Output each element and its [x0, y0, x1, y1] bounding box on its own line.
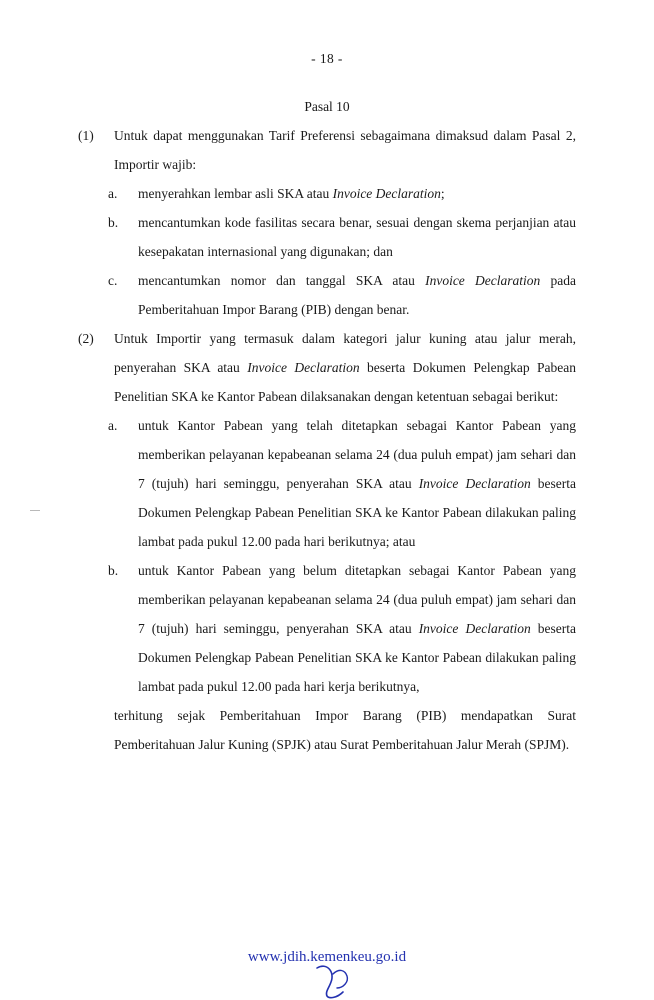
- subitem-text-after: ;: [440, 186, 445, 201]
- page-edge-mark: [30, 510, 40, 511]
- footer-link[interactable]: www.jdih.kemenkeu.go.id: [247, 949, 407, 965]
- item-text-part1: Untuk Importir yang termasuk dalam kategori jalur kuning atau jalur merah, penyerahan SKA atau: [114, 331, 576, 375]
- list-item: [78, 208, 576, 266]
- item-closing-text: terhitung sejak Pemberitahuan Impor Barang (PIB) mendapatkan Surat Pemberitahuan Jalur Kuning (SPJK) atau Surat Pemberitahuan Jalur Merah (SPJM).: [114, 708, 576, 752]
- list-item: [78, 411, 576, 556]
- subitem-text-italic: Invoice Declaration: [418, 476, 531, 491]
- subitem-text-before: mencantumkan nomor dan tanggal SKA atau: [138, 273, 426, 288]
- subitem-text: [138, 411, 576, 556]
- page-title: Pasal 10: [304, 99, 350, 114]
- item-number: (1): [78, 128, 94, 143]
- subitem-text-before: menyerahkan lembar asli SKA atau: [138, 186, 333, 201]
- list-item: [78, 556, 576, 701]
- subitem-text: [138, 266, 576, 324]
- subitem-letter: c.: [108, 273, 118, 288]
- subitem-text-before: untuk Kantor Pabean yang telah ditetapkan sebagai Kantor Pabean yang memberikan pelayanan kepabeanan selama 24 (dua puluh empat) jam sehari dan 7 (tujuh) hari seminggu, penyerahan SKA atau: [138, 418, 576, 491]
- subitem-letter: a.: [108, 418, 118, 433]
- subitem-text-after: beserta Dokumen Pelengkap Pabean Penelitian SKA ke Kantor Pabean dilakukan paling lambat pada pukul 12.00 pada hari kerja berikutnya,: [138, 621, 576, 694]
- subitem-text-after: beserta Dokumen Pelengkap Pabean Penelitian SKA ke Kantor Pabean dilakukan paling lambat pada pukul 12.00 pada hari berikutnya; atau: [138, 476, 576, 549]
- subitem-text-italic: Invoice Declaration: [332, 186, 441, 201]
- subitem-letter: b.: [108, 215, 119, 230]
- subitem-text: [138, 556, 576, 701]
- item-text-italic: Invoice Declaration: [247, 360, 360, 375]
- subitem-text-before: untuk Kantor Pabean yang belum ditetapkan sebagai Kantor Pabean yang memberikan pelayanan kepabeanan selama 24 (dua puluh empat) jam sehari dan 7 (tujuh) hari seminggu, penyerahan SKA atau: [138, 563, 576, 636]
- subitem-text-after: pada Pemberitahuan Impor Barang (PIB) dengan benar.: [138, 273, 576, 317]
- item-text: [114, 324, 576, 411]
- subitem-text-italic: Invoice Declaration: [425, 273, 541, 288]
- list-item: [78, 266, 576, 324]
- subitem-letter: a.: [108, 186, 118, 201]
- list-item: [78, 121, 576, 179]
- item-text-part2: beserta Dokumen Pelengkap Pabean Penelitian SKA ke Kantor Pabean dilaksanakan dengan ketentuan sebagai berikut:: [114, 360, 576, 404]
- list-item: [78, 324, 576, 411]
- subitem-text: [138, 179, 576, 208]
- subitem-text-before: mencantumkan kode fasilitas secara benar, sesuai dengan skema perjanjian atau kesepakatan internasional yang digunakan; dan: [138, 215, 576, 259]
- item-text: Untuk dapat menggunakan Tarif Preferensi sebagaimana dimaksud dalam Pasal 2, Importir wajib:: [114, 128, 576, 172]
- page-number: - 18 -: [311, 51, 343, 66]
- subitem-text-italic: Invoice Declaration: [418, 621, 531, 636]
- item-number: (2): [78, 331, 94, 346]
- subitem-text: [138, 208, 576, 266]
- list-item: [78, 179, 576, 208]
- subitem-letter: b.: [108, 563, 119, 578]
